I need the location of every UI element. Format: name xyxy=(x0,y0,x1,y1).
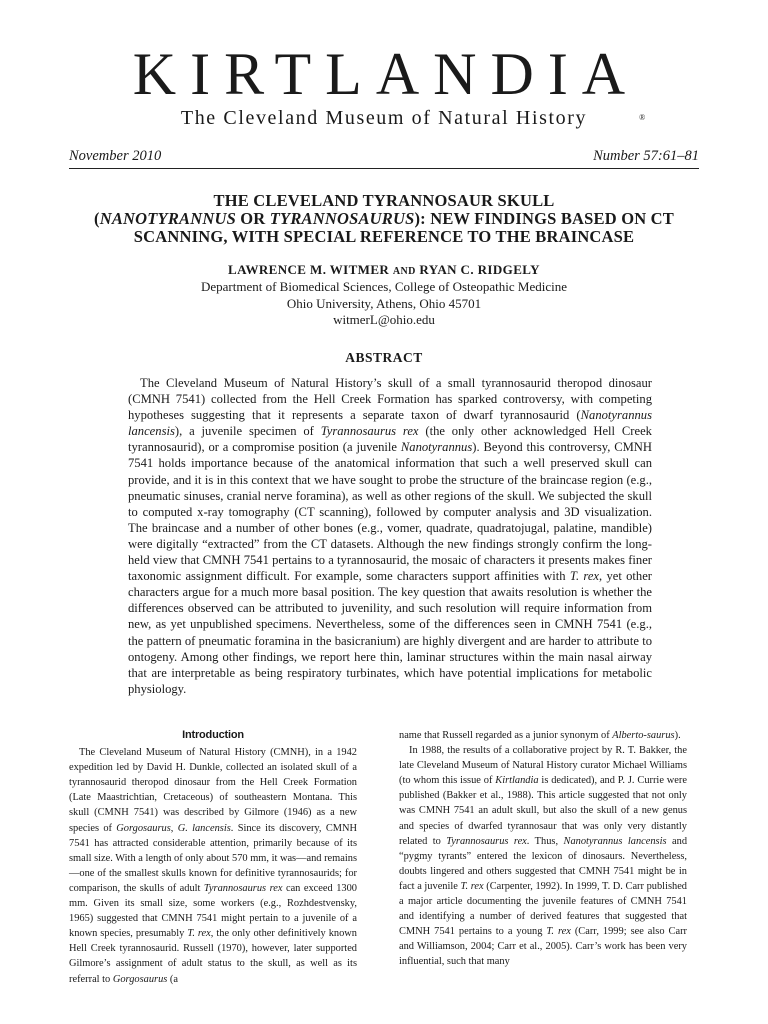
author-ridgely: RYAN C. RIDGELY xyxy=(419,262,540,277)
intro-paragraph-1: The Cleveland Museum of Natural History (CMNH), in a 1942 expedition led by David H. Dunkle, collected an isolated skull of a tyrannosaurid theropod dinosaur from the Hell Creek Formation (Late Maastrichtian, Cretaceous) of southeastern Montana. This skull (CMNH 7541) was described by Gilmore (1946) as a new species of Gorgosaurus, G. lancensis. Since its discovery, CMNH 7541 has attracted considerable attention, primarily because of its small size. With a length of only about 570 mm, it was—and remains—one of the smallest skulls known for definitive tyrannosaurids; for comparison, the skulls of adult Tyrannosaurus rex can exceed 1300 mm. Given its small size, some workers (e.g., Rozhdestvensky, 1965) suggested that CMNH 7541 might pertain to a juvenile of a known species, presumably T. rex, the only other definitively known Hell Creek tyrannosaurid. Russell (1970), however, later supported Gilmore’s assignment of adult status to the skull, as well as its referral to Gorgosaurus (a xyxy=(69,747,358,985)
title-line-2: (NANOTYRANNUS OR TYRANNOSAURUS): NEW FINDINGS BASED ON CT xyxy=(94,209,674,228)
author-conjunction: AND xyxy=(392,266,416,277)
issue-number: Number 57:61–81 xyxy=(593,148,699,164)
authors xyxy=(60,262,708,278)
body-column-right xyxy=(399,728,687,970)
author-witmer: LAWRENCE M. WITMER xyxy=(228,262,390,277)
body-column-left xyxy=(69,728,357,987)
issue-date: November 2010 xyxy=(69,148,162,164)
introduction-heading: Introduction xyxy=(182,729,244,741)
intro-paragraph-1-continued: name that Russell regarded as a junior synonym of Alberto-saurus). xyxy=(399,730,681,741)
abstract-paragraph: The Cleveland Museum of Natural History’s skull of a small tyrannosaurid theropod dinosaur (CMNH 7541) collected from the Hell Creek Formation has sparked controversy, with competing hypotheses suggesting that it represents a separate taxon of dwarf tyrannosaurid (Nanotyrannus lancensis), a juvenile specimen of Tyrannosaurus rex (the only other acknowledged Hell Creek tyrannosaurid), or a compromise position (a juvenile Nanotyrannus). Beyond this controversy, CMNH 7541 holds importance because of the anatomical information that such a well preserved skull can provide, and it is in this context that we have sought to probe the structure of the braincase region (e.g., pneumatic sinuses, cranial nerve foramina), as well as other regions of the skull. We subjected the skull to computed x-ray tomography (CT scanning), followed by computer analysis and 3D visualization. The braincase and a number of other bones (e.g., vomer, quadrate, quadratojugal, palatine, mandible) were digitally “extracted” from the CT datasets. Although the new findings strongly confirm the long-held view that CMNH 7541 pertains to a tyrannosaurid, the mosaic of characters it presents makes finer taxonomic assignment difficult. For example, some characters support affinities with T. rex, yet other characters argue for a much more basal position. The key question that awaits resolution is whether the differences observed can be attributed to juvenility, and such resolution will require information from new, as yet unpublished specimens. Nevertheless, some of the differences seen in CMNH 7541 (e.g., the pattern of pneumatic foramina in the basicranium) are highly divergent and are harder to attribute to ontogeny. Among other findings, we report here thin, laminar structures within the main nasal airway that are interpretable as being respiratory turbinates, which have potential implications for metabolic physiology. xyxy=(128,376,652,696)
masthead xyxy=(0,41,768,130)
affiliation xyxy=(60,279,708,329)
intro-paragraph-2: In 1988, the results of a collaborative project by R. T. Bakker, the late Cleveland Museum of Natural History curator Michael Williams (to whom this issue of Kirtlandia is dedicated), and P. J. Currie were published (Bakker et al., 1988). This article suggested that not only was CMNH 7541 an adult skull, but also the skull of a new genus and species of dwarfed tyrannosaur that was only very distantly related to Tyrannosaurus rex. Thus, Nanotyrannus lancensis and “pygmy tyrants” entered the lexicon of dinosaurs. Nevertheless, doubts lingered and others suggested that CMNH 7541 might be in fact a juvenile T. rex (Carpenter, 1992). In 1999, T. D. Carr published a major article documenting the juvenile features of CMNH 7541 and identifying a number of derived features that suggested that CMNH 7541 pertains to a young T. rex (Carr, 1999; see also Carr and Williamson, 2004; Carr et al., 2005). Carr’s work has been very influential, such that many xyxy=(399,745,688,968)
journal-subtitle: The Cleveland Museum of Natural History xyxy=(180,107,588,129)
header-rule xyxy=(69,168,699,169)
affiliation-address: Ohio University, Athens, Ohio 45701 xyxy=(286,295,482,311)
journal-title: KIRTLANDIA® xyxy=(132,41,646,122)
affiliation-department: Department of Biomedical Sciences, College of Osteopathic Medicine xyxy=(200,279,568,294)
title-line-1: THE CLEVELAND TYRANNOSAUR SKULL xyxy=(213,191,555,210)
registered-mark: ® xyxy=(639,113,646,122)
abstract-body xyxy=(128,375,652,697)
abstract-heading: ABSTRACT xyxy=(345,350,423,365)
title-line-3: SCANNING, WITH SPECIAL REFERENCE TO THE BRAINCASE xyxy=(133,227,635,246)
issue-info xyxy=(69,148,699,165)
author-email[interactable]: witmerL@ohio.edu xyxy=(333,312,435,327)
article-title xyxy=(60,192,708,246)
